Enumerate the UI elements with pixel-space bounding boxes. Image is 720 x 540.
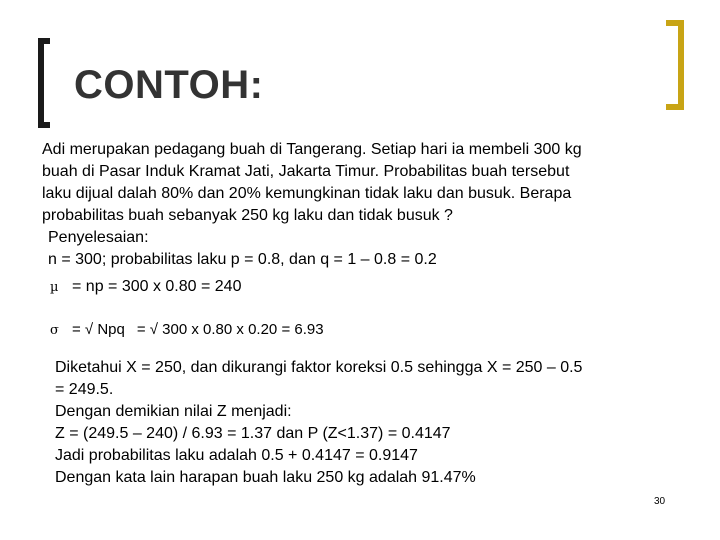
conclusion-block — [55, 357, 582, 489]
stddev-formula-a: = √ Npq — [72, 321, 125, 338]
stddev-formula-b: = √ 300 x 0.80 x 0.20 = 6.93 — [136, 321, 324, 338]
right-bracket-decoration — [666, 20, 684, 110]
problem-paragraph — [42, 139, 682, 227]
mean-formula-row — [50, 276, 241, 299]
sigma-symbol: σ — [50, 323, 59, 338]
paragraph-line: probabilitas buah sebanyak 250 kg laku dan tidak busuk ? — [42, 207, 453, 224]
conclusion-line: Z = (249.5 – 240) / 6.93 = 1.37 dan P (Z<1.37) = 0.4147 — [55, 425, 451, 442]
left-bracket-decoration — [38, 38, 50, 128]
conclusion-line: = 249.5. — [55, 381, 114, 398]
conclusion-line: Dengan demikian nilai Z menjadi: — [55, 403, 292, 420]
slide-title: CONTOH: — [74, 63, 264, 107]
paragraph-line: buah di Pasar Induk Kramat Jati, Jakarta Timur. Probabilitas buah tersebut — [42, 163, 570, 180]
mean-formula: = np = 300 x 0.80 = 240 — [72, 278, 242, 295]
mu-symbol: µ — [50, 280, 59, 295]
conclusion-line: Diketahui X = 250, dan dikurangi faktor koreksi 0.5 sehingga X = 250 – 0.5 — [55, 359, 583, 376]
paragraph-line: laku dijual dalah 80% dan 20% kemungkinan tidak laku dan busuk. Berapa — [42, 185, 572, 202]
stddev-formula-row — [50, 319, 324, 342]
given-values-line: n = 300; probabilitas laku p = 0.8, dan q = 1 – 0.8 = 0.2 — [48, 251, 437, 268]
conclusion-line: Jadi probabilitas laku adalah 0.5 + 0.4147 = 0.9147 — [55, 447, 418, 464]
paragraph-line: Adi merupakan pedagang buah di Tangerang. Setiap hari ia membeli 300 kg — [42, 141, 582, 158]
solution-label: Penyelesaian: — [48, 229, 149, 246]
conclusion-line: Dengan kata lain harapan buah laku 250 kg adalah 91.47% — [55, 469, 476, 486]
page-number: 30 — [654, 496, 666, 507]
